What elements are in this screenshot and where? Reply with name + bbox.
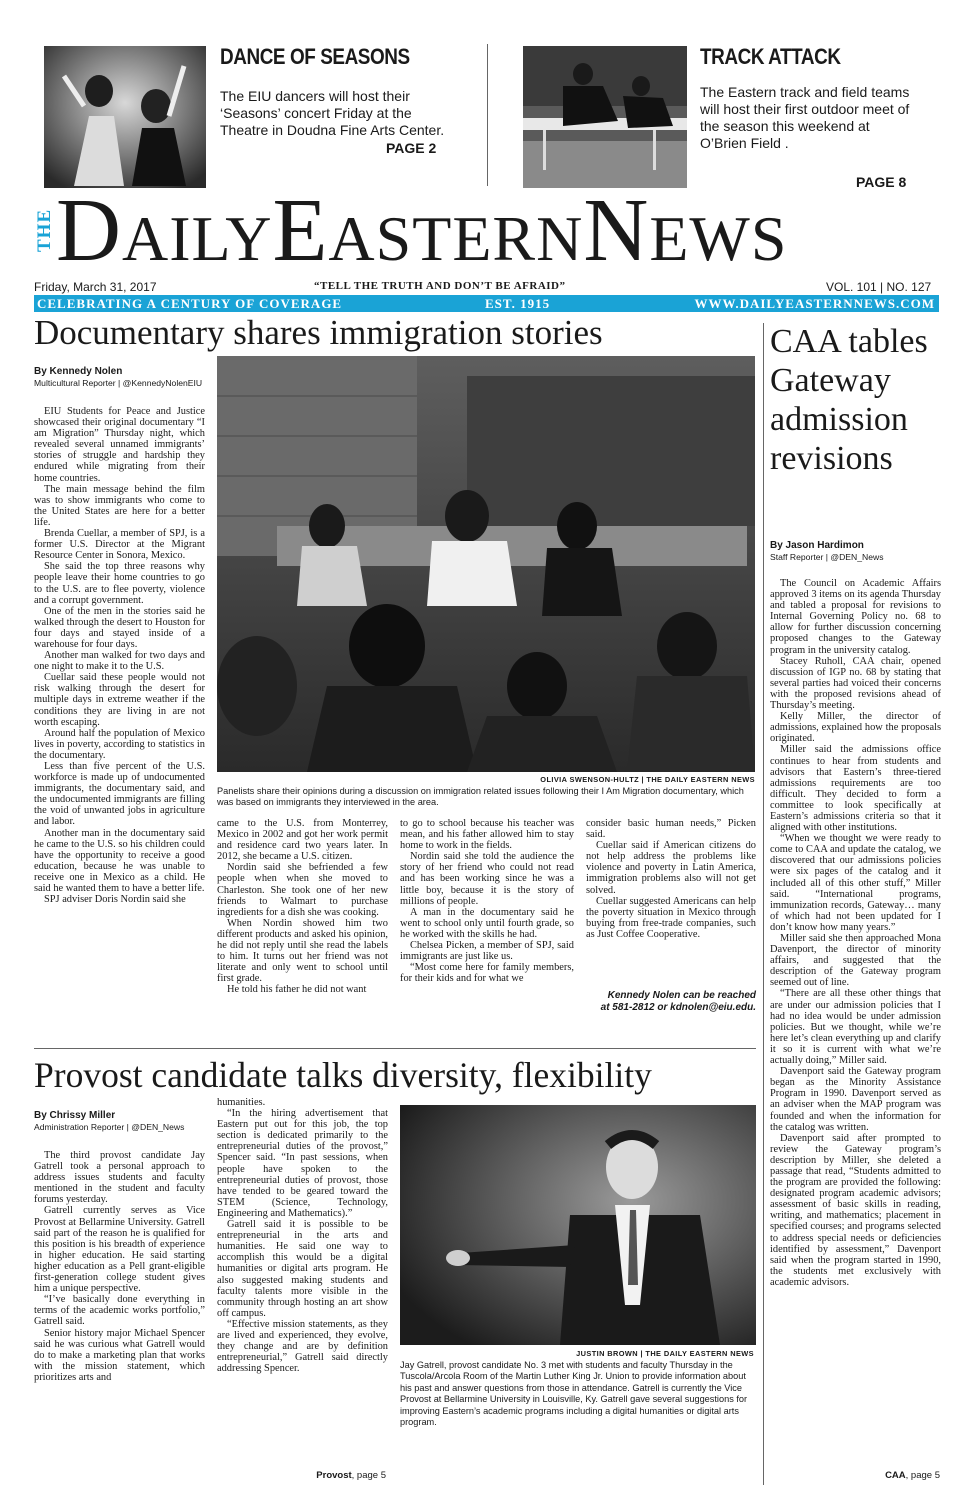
story1-paragraph: to go to school because his teacher was mean, and his father allowed him to stay home to work in the fields. <box>400 818 574 852</box>
story1-paragraph: “Most come here for family members, for their kids and for what we <box>400 962 574 985</box>
story3-paragraph: Davenport said the Gateway program began as the Minority Assistance Program in 1990. Davenport served as an adviser when the MAP program was founded and when the information for the catalog was written. <box>770 1066 941 1133</box>
story2-jump-page: , page 5 <box>351 1470 386 1481</box>
track-teaser-photo[interactable] <box>523 46 687 188</box>
story1-column-2 <box>217 818 388 996</box>
story3-paragraph: Davenport said after prompted to review the Gateway program’s description by Miller, she deleted a passage that read, “Students admitted to the program are provided the following: designated program academic advisors; assessment of basic skills in reading, writing, and mathematics; placement in specified courses; and programs selected to address special needs or deficiencies identified by assessment,” Davenport said when the program started in 1990, the students met exclusively with academic advisors. <box>770 1132 941 1288</box>
story1-paragraph: consider basic human needs,” Picken said. <box>586 818 756 841</box>
right-rail-divider <box>763 323 764 1485</box>
track-teaser-title[interactable]: TRACK ATTACK <box>700 44 841 69</box>
story2-paragraph: Senior history major Michael Spencer said he was curious what Gatrell would do to make a marketing plan that works with the mission statement, which prioritizes arts and <box>34 1327 205 1383</box>
dance-teaser-photo[interactable] <box>44 46 206 188</box>
story3-jump[interactable] <box>800 1470 940 1481</box>
story1-column-4 <box>586 818 756 940</box>
story1-contact: Kennedy Nolen can be reached at 581-2812 or kdnolen@eiu.edu. <box>600 990 756 1013</box>
story2-paragraph: Gatrell currently serves as Vice Provost at Bellarmine University. Gatrell said part of the reason he is qualified for this position is his breadth of experience in higher education. He said starting higher education as a Pell grant-eligible first-generation college student gives him a unique perspective. <box>34 1205 205 1295</box>
story3-paragraph: Kelly Miller, the director of admissions, explained how the proposals originated. <box>770 711 941 745</box>
story1-paragraph: Around half the population of Mexico lives in poverty, according to statistics in the documentary. <box>34 727 205 761</box>
story2-caption: Jay Gatrell, provost candidate No. 3 met with students and faculty Thursday in the Tuscola/Arcola Room of the Martin Luther King Jr. Union to provide information about his past and answer questions from those in attendance. Gatrell is currently the Vice Provost at Bellarmine University in Louisville, Ky. Gatrell gave several suggestions for improving Eastern’s academic programs including a digital humanities or digital arts program. <box>400 1360 748 1428</box>
documentary-photo[interactable] <box>217 356 755 772</box>
story2-byline: By Chrissy Miller <box>34 1110 116 1121</box>
story1-paragraph: Nordin said she told the audience the story of her friend who could not read and has been working since he was a little boy, because it is the story of millions of people. <box>400 851 574 907</box>
story1-paragraph: came to the U.S. from Monterrey, Mexico in 2002 and got her work permit and residence card two years later. In 2012, she became a U.S. citizen. <box>217 818 388 863</box>
story2-paragraph: “Effective mission statements, as they are lived and experienced, they evolve, they change and are by definition entrepreneurial,” Gatrell said directly addressing Spencer. <box>217 1318 388 1375</box>
masthead-the: THE <box>34 208 55 252</box>
masthead-title-aily: AILY <box>122 203 273 274</box>
story1-paragraph: The main message behind the film was to show immigrants who come to the United States are here for a better life. <box>34 483 205 528</box>
story2-paragraph: The third provost candidate Jay Gatrell took a personal approach to address issues students and faculty mentioned in the student and faculty forums yesterday. <box>34 1150 205 1206</box>
masthead-banner <box>34 295 939 312</box>
story1-paragraph: When Nordin showed him two different products and asked his opinion, he did not reply until she read the labels to him. It turns out her friend was not literate and only went to school until first grade. <box>217 917 388 985</box>
dance-teaser-title[interactable]: DANCE OF SEASONS <box>220 44 410 69</box>
story2-photo-credit: JUSTIN BROWN | THE DAILY EASTERN NEWS <box>576 1349 754 1358</box>
masthead-title-astern: ASTERN <box>328 203 584 274</box>
story1-caption: Panelists share their opinions during a discussion on immigration related issues following their I Am Migration documentary, which was based on immigrants they interviewed in the area. <box>217 786 744 808</box>
story3-paragraph: “There are all these other things that are under our admission policies that I had no idea would be under admission policies. But we thought, while we’re here let’s clean everything up and clarify it so it is current with what we’re actually doing,” Miller said. <box>770 988 941 1067</box>
banner-established: EST. 1915 <box>485 296 551 311</box>
banner-tagline: CELEBRATING A CENTURY OF COVERAGE <box>37 296 343 311</box>
story3-column <box>770 578 941 1288</box>
story1-headline[interactable]: Documentary shares immigration stories <box>34 313 603 352</box>
story3-headline[interactable]: CAA tables Gateway admission revisions <box>770 323 928 477</box>
dance-teaser-page[interactable]: PAGE 2 <box>386 140 437 156</box>
story1-paragraph: Nordin said she befriended a few people when when she moved to Charleston. She took one of her new friends to Walmart to purchase ingredients for a dish she was cooking. <box>217 862 388 918</box>
story-divider <box>34 1048 756 1049</box>
story3-jump-page: , page 5 <box>905 1470 940 1481</box>
dance-teaser-body: The EIU dancers will host their ‘Seasons’ concert Friday at the Theatre in Doudna Fine Arts Center. <box>220 88 445 138</box>
story3-byline: By Jason Hardimon <box>770 540 864 551</box>
banner-website[interactable]: WWW.DAILYEASTERNNEWS.COM <box>694 296 935 311</box>
story2-column-2 <box>217 1097 388 1374</box>
provost-photo[interactable] <box>400 1105 756 1345</box>
story2-paragraph: “In the hiring advertisement that Eastern put out for this job, the top section is dedicated primarily to the entrepreneurial duties of the provost,” Spencer said. “In past sessions, when people have spoken to the entrepreneurial duties of provost, those have tended to be geared toward the STEM (Science, Technology, Engineering and Mathematics).” <box>217 1108 388 1219</box>
story3-jump-word: CAA <box>885 1470 906 1481</box>
masthead-title-ews: EWS <box>649 203 788 274</box>
story2-paragraph: Gatrell said it is possible to be entrepreneurial in the arts and humanities. He said one way to accomplish this would be a digital humanities or digital arts program. He also suggested making students and faculty talents more visible in the community through hosting an art show off campus. <box>217 1219 388 1319</box>
story1-paragraph: Another man walked for two days and one night to make it to the U.S. <box>34 650 205 673</box>
story1-role: Multicultural Reporter | @KennedyNolenEIU <box>34 378 203 388</box>
story2-role: Administration Reporter | @DEN_News <box>34 1122 185 1132</box>
story3-paragraph: Miller said she then approached Mona Davenport, the director of minority affairs, and suggested that the description of the Gateway program seemed out of line. <box>770 933 941 989</box>
story1-paragraph: Chelsea Picken, a member of SPJ, said immigrants are just like us. <box>400 940 574 963</box>
story1-paragraph: EIU Students for Peace and Justice showcased their original documentary “I am Migration” Thursday night, which revealed several unnamed immigrants’ stories of struggle and hardship they endured while migrating from their home countries. <box>34 406 205 484</box>
story1-paragraph: He told his father he did not want <box>227 984 367 996</box>
story2-column-1 <box>34 1150 205 1383</box>
track-teaser-body: The Eastern track and field teams will host their first outdoor meet of the season this weekend at O’Brien Field . <box>700 84 910 151</box>
story1-paragraph: Less than five percent of the U.S. workforce is made up of undocumented immigrants, the documentary said, and the undocumented immigrants are filling the void of unwanted jobs in agriculture and labor. <box>34 761 205 828</box>
story2-jump[interactable] <box>250 1470 386 1481</box>
issue-volume: VOL. 101 | NO. 127 <box>826 280 932 294</box>
story1-paragraph: She said the top three reasons why people leave their home countries to go to the U.S. are to flee poverty, violence and a corrupt government. <box>34 561 205 606</box>
story1-paragraph: Cuellar said these people would not risk walking through the desert for multiple days in extreme weather if the conditions they are living in are not worth escaping. <box>34 672 205 728</box>
story1-byline: By Kennedy Nolen <box>34 366 123 377</box>
story1-paragraph: A man in the documentary said he went to school only until fourth grade, so he worked with the skills he had. <box>400 906 574 940</box>
story3-paragraph: The Council on Academic Affairs approved 3 items on its agenda Thursday and tabled a proposal for revisions to Internal Governing Policy no. 68 to allow for further discussion concerning proposed changes to the Gateway program in the university catalog. <box>770 578 941 656</box>
track-teaser-page[interactable]: PAGE 8 <box>856 174 907 190</box>
story1-photo-credit: OLIVIA SWENSON-HULTZ | THE DAILY EASTERN NEWS <box>540 775 755 784</box>
story3-role: Staff Reporter | @DEN_News <box>770 552 884 562</box>
story1-column-1 <box>34 406 205 905</box>
story2-paragraph: “I’ve basically done everything in terms of the academic works portfolio,” Gatrell said. <box>34 1294 205 1328</box>
story3-paragraph: Stacey Ruholl, CAA chair, opened discussion of IGP no. 68 by stating that several parties had voiced their concerns with the proposed revisions ahead of Thursday’s meeting. <box>770 655 941 712</box>
story1-paragraph: Brenda Cuellar, a member of SPJ, is a former U.S. Director at the Migrant Resource Center in Sonora, Mexico. <box>34 528 205 562</box>
teaser-divider <box>487 44 488 186</box>
story1-paragraph: Cuellar said if American citizens do not help address the problems like violence and poverty in Latin America, immigration problems also will not get solved. <box>586 840 756 896</box>
story3-paragraph: Miller said the admissions office continues to hear from students and advisors that Eastern’s three-tiered admissions requirements are too difficult. They decided to form a committee to look specifically at Eastern’s admissions criteria so that it aligned with other institutions. <box>770 744 941 834</box>
story2-headline[interactable]: Provost candidate talks diversity, flexibility <box>34 1055 652 1095</box>
story3-paragraph: “When we thought we were ready to come to CAA and update the catalog, we discovered that our admissions policies were six pages of the catalog and it included all of this other stuff,” Miller said. “International programs, immunization records, Gateway… many of which had not been updated for I don’t know how many years.” <box>770 833 941 933</box>
story1-paragraph: SPJ adviser Doris Nordin said she <box>44 894 186 906</box>
story2-paragraph: humanities. <box>217 1097 266 1108</box>
story1-paragraph: Cuellar suggested Americans can help the poverty situation in Mexico through buying from free-trade companies, such as Just Coffee Cooperative. <box>586 895 756 940</box>
masthead-title-d: D <box>56 181 122 280</box>
masthead-title[interactable] <box>56 181 788 284</box>
story2-jump-word: Provost <box>316 1470 352 1481</box>
masthead-motto: “TELL THE TRUTH AND DON’T BE AFRAID” <box>314 280 566 292</box>
masthead-title-n: N <box>583 181 650 280</box>
issue-date: Friday, March 31, 2017 <box>34 280 157 294</box>
story1-paragraph: Another man in the documentary said he came to the U.S. so his children could have the opportunity to receive a good education, because he was unable to receive one in Mexico as a child. He said he wanted them to have a better life. <box>34 827 205 895</box>
masthead-title-e: E <box>272 181 329 280</box>
story1-column-3 <box>400 818 574 984</box>
story1-paragraph: One of the men in the stories said he walked through the desert to Houston for four days and stayed inside of a warehouse for four days. <box>34 605 205 650</box>
